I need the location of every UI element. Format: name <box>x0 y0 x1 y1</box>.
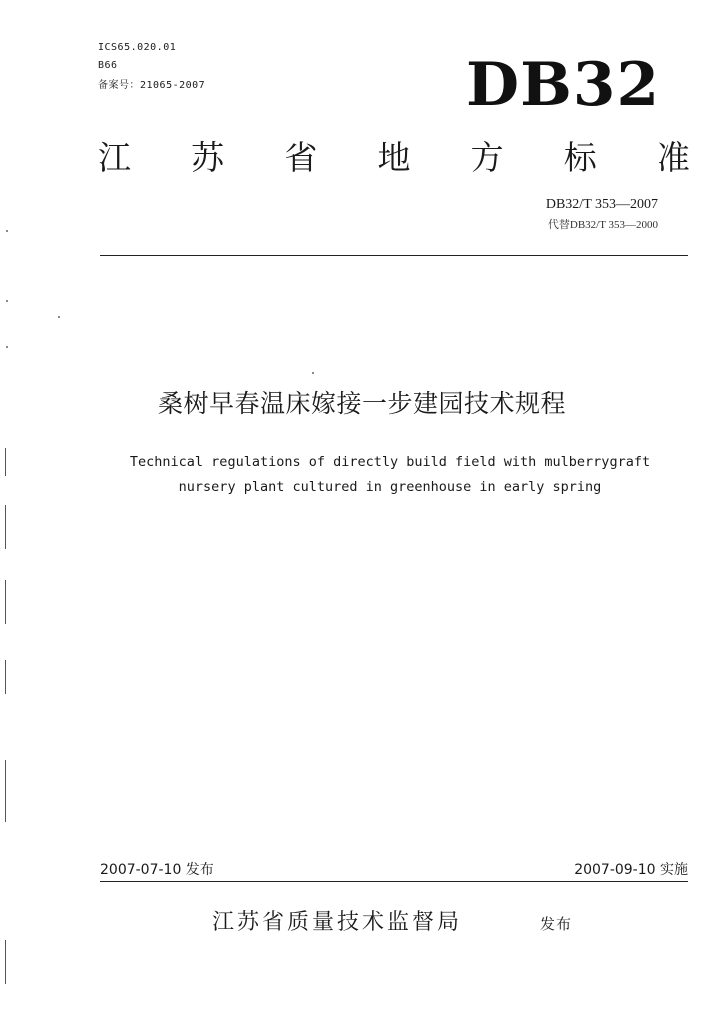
title-english-line-2: nursery plant cultured in greenhouse in early spring <box>178 479 602 495</box>
publisher-suffix: 发布 <box>540 915 573 933</box>
standard-type-heading <box>98 138 690 178</box>
scan-speck <box>6 346 8 348</box>
record-number: 备案号：21065-2007 <box>98 80 206 91</box>
scan-binding-mark <box>5 448 6 476</box>
scan-binding-mark <box>5 940 6 984</box>
implementation-date: 2007-09-10 实施 <box>574 862 688 878</box>
db-code-logo: DB32 <box>466 50 661 120</box>
scan-binding-mark <box>5 760 6 822</box>
title-english-line-1: Technical regulations of directly build field with mulberrygraft <box>129 454 651 470</box>
scan-speck <box>312 372 314 374</box>
top-divider <box>100 255 688 256</box>
replaces-standard: 代替DB32/T 353—2000 <box>547 219 658 231</box>
ics-code: ICS65.020.01 <box>98 42 177 53</box>
standard-type-char: 苏 <box>191 138 225 177</box>
scan-speck <box>58 316 60 318</box>
standard-number: DB32/T 353—2007 <box>545 197 658 212</box>
standard-type-char: 省 <box>284 138 318 177</box>
scan-binding-mark <box>5 660 6 694</box>
standard-type-char: 方 <box>470 138 504 177</box>
title-chinese: 桑树早春温床嫁接一步建园技术规程 <box>157 389 566 418</box>
publisher-name: 江苏省质量技术监督局 <box>212 910 463 935</box>
standard-type-char: 准 <box>656 138 690 177</box>
standard-type-char: 江 <box>98 138 131 177</box>
ccs-code: B66 <box>98 60 118 71</box>
scan-speck <box>6 300 8 302</box>
issue-date: 2007-07-10 发布 <box>100 862 214 878</box>
standard-type-char: 地 <box>377 138 411 177</box>
scan-binding-mark <box>5 580 6 624</box>
bottom-divider <box>100 881 688 882</box>
standard-type-char: 标 <box>563 138 597 177</box>
scan-speck <box>6 230 8 232</box>
scan-binding-mark <box>5 505 6 549</box>
